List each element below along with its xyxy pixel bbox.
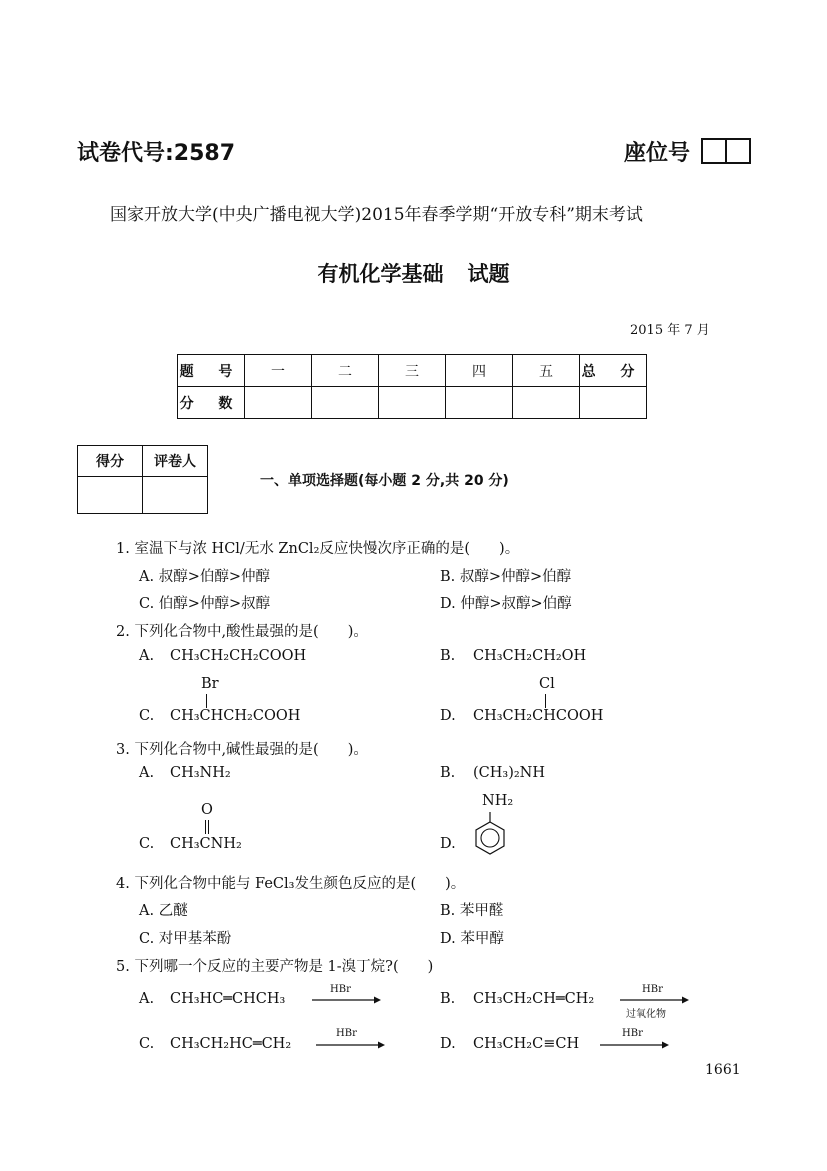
exam-code: 试卷代号:2587 — [77, 141, 236, 166]
question-2-stem: 2. 下列化合物中,酸性最强的是( )。 — [116, 624, 368, 640]
q2-c-substituent: Br — [201, 676, 219, 692]
q3-formula-a: CH₃NH₂ — [170, 765, 231, 781]
q5-formula-a: CH₃HC═CHCH₃ — [170, 991, 286, 1007]
score-cell — [446, 387, 513, 419]
q5-option-d-label: D. — [440, 1036, 456, 1052]
q3-option-c-label: C. — [139, 836, 155, 852]
q2-option-d-label: D. — [440, 708, 456, 724]
score-header-cell: 四 — [446, 355, 513, 387]
q5-formula-c: CH₃CH₂HC═CH₂ — [170, 1036, 292, 1052]
score-header-cell: 三 — [379, 355, 446, 387]
q3-c-double-bond-2 — [208, 820, 209, 834]
score-header-cell: 总 分 — [580, 355, 647, 387]
q2-option-a-label: A. — [139, 648, 155, 664]
score-row-label: 分 数 — [178, 387, 245, 419]
q3-formula-c: CH₃CNH₂ — [170, 836, 242, 852]
q3-formula-b: (CH₃)₂NH — [473, 765, 546, 781]
question-5-stem: 5. 下列哪一个反应的主要产物是 1-溴丁烷?( ) — [116, 959, 434, 975]
subject-title — [0, 258, 827, 288]
q2-formula-a: CH₃CH₂CH₂COOH — [170, 648, 307, 664]
q3-c-double-bond-1 — [205, 820, 206, 834]
reaction-arrow-icon — [312, 995, 382, 1005]
q2-d-bond — [545, 694, 546, 708]
q2-formula-b: CH₃CH₂CH₂OH — [473, 648, 587, 664]
score-cell — [513, 387, 580, 419]
grader-score-label: 得分 — [78, 446, 143, 477]
grader-name-label: 评卷人 — [143, 446, 208, 477]
q2-formula-c: CH₃CHCH₂COOH — [170, 708, 301, 724]
q5-a-reagent: HBr — [330, 984, 351, 995]
score-header-cell: 二 — [312, 355, 379, 387]
score-table-header-row — [178, 355, 647, 387]
q2-c-bond — [206, 694, 207, 708]
question-4-stem: 4. 下列化合物中能与 FeCl₃发生颜色反应的是( )。 — [116, 876, 466, 892]
seat-number-boxes — [703, 138, 751, 164]
benzene-ring-icon — [470, 810, 510, 860]
grader-table — [77, 445, 208, 514]
q2-option-c-label: C. — [139, 708, 155, 724]
grader-name-cell — [143, 477, 208, 514]
score-cell — [312, 387, 379, 419]
q5-option-b-label: B. — [440, 991, 456, 1007]
page-number: 1661 — [705, 1062, 741, 1078]
q3-d-amino: NH₂ — [482, 793, 514, 809]
section-title: 一、单项选择题(每小题 2 分,共 20 分) — [260, 473, 509, 489]
question-3-stem: 3. 下列化合物中,碱性最强的是( )。 — [116, 742, 368, 758]
grader-score-cell — [78, 477, 143, 514]
q2-formula-d: CH₃CH₂CHCOOH — [473, 708, 604, 724]
q2-d-substituent: Cl — [539, 676, 555, 692]
q1-option-a: A. 叔醇>伯醇>仲醇 — [139, 569, 270, 585]
q5-option-c-label: C. — [139, 1036, 155, 1052]
score-header-cell: 五 — [513, 355, 580, 387]
score-cell — [379, 387, 446, 419]
q4-option-b: B. 苯甲醛 — [440, 903, 504, 919]
seat-number-label: 座位号 — [624, 141, 691, 166]
subject-name: 有机化学基础 — [317, 262, 444, 286]
question-1-stem: 1. 室温下与浓 HCl/无水 ZnCl₂反应快慢次序正确的是( )。 — [116, 541, 520, 557]
q5-formula-b: CH₃CH₂CH═CH₂ — [473, 991, 595, 1007]
q4-option-a: A. 乙醚 — [139, 903, 188, 919]
q3-option-b-label: B. — [440, 765, 456, 781]
q4-option-c: C. 对甲基苯酚 — [139, 931, 232, 947]
q5-b-reagent: HBr — [642, 984, 663, 995]
q5-option-a-label: A. — [139, 991, 155, 1007]
q5-c-reagent: HBr — [336, 1028, 357, 1039]
q5-b-condition: 过氧化物 — [626, 1009, 666, 1020]
score-table-value-row — [178, 387, 647, 419]
score-cell — [245, 387, 312, 419]
exam-date: 2015 年 7 月 — [630, 323, 710, 338]
q3-c-oxygen: O — [201, 802, 213, 818]
q5-d-reagent: HBr — [622, 1028, 643, 1039]
q1-option-b: B. 叔醇>仲醇>伯醇 — [440, 569, 572, 585]
score-header-cell: 一 — [245, 355, 312, 387]
q1-option-d: D. 仲醇>叔醇>伯醇 — [440, 596, 572, 612]
score-table — [177, 354, 647, 419]
q3-option-a-label: A. — [139, 765, 155, 781]
score-header-cell: 题 号 — [178, 355, 245, 387]
seat-box — [725, 138, 751, 164]
q4-option-d: D. 苯甲醇 — [440, 931, 504, 947]
seat-box — [701, 138, 727, 164]
reaction-arrow-icon — [620, 995, 690, 1005]
q2-option-b-label: B. — [440, 648, 456, 664]
q1-option-c: C. 伯醇>仲醇>叔醇 — [139, 596, 271, 612]
exam-title: 国家开放大学(中央广播电视大学)2015年春季学期“开放专科”期末考试 — [110, 205, 643, 225]
score-cell — [580, 387, 647, 419]
reaction-arrow-icon — [316, 1040, 386, 1050]
subject-suffix: 试题 — [467, 262, 510, 286]
q3-option-d-label: D. — [440, 836, 456, 852]
q5-formula-d: CH₃CH₂C≡CH — [473, 1036, 580, 1052]
reaction-arrow-icon — [600, 1040, 670, 1050]
